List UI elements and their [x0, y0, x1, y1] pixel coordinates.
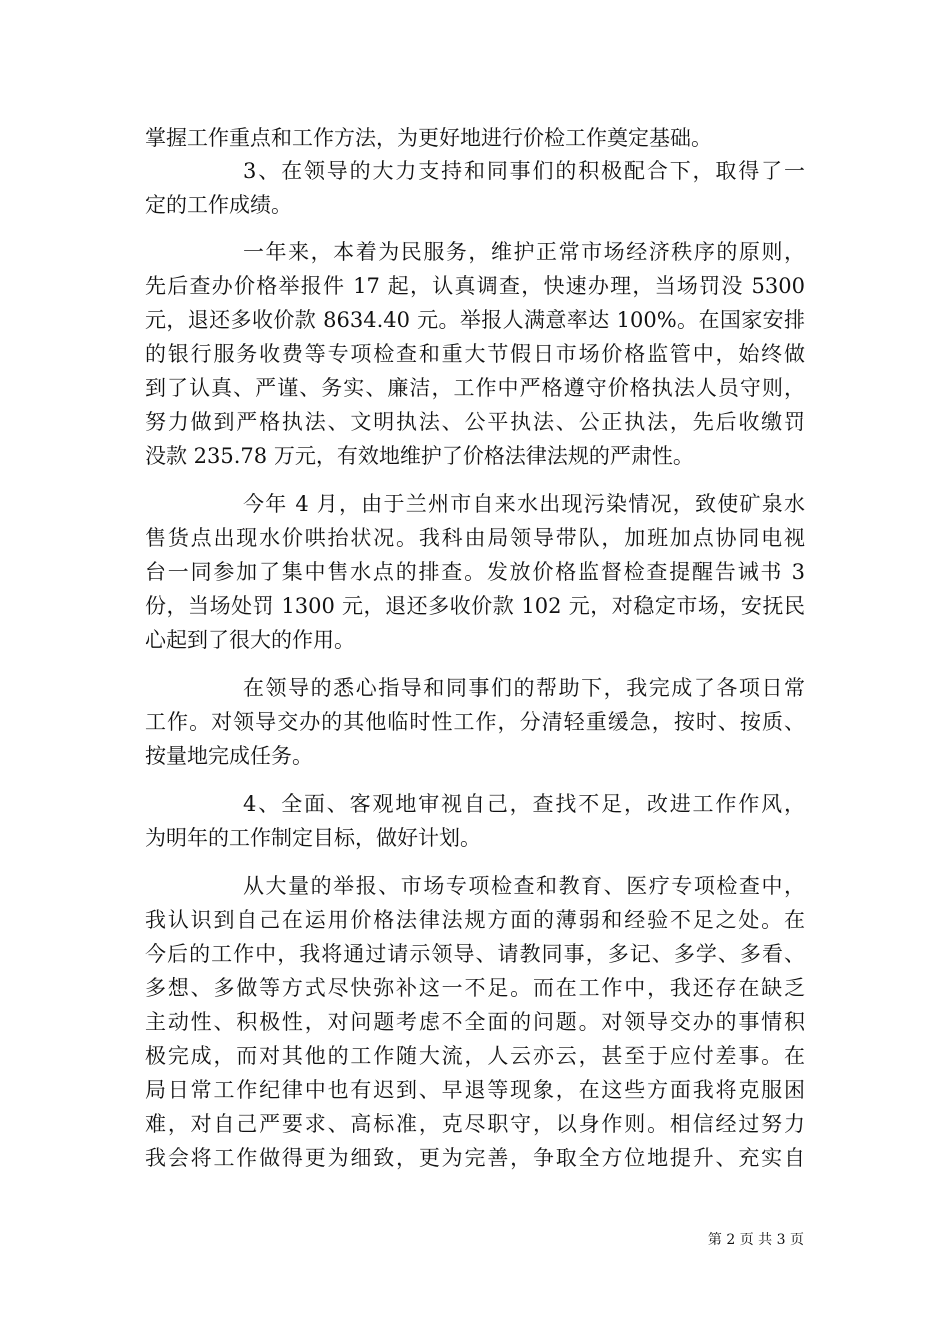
text-line: 一年来，本着为民服务，维护正常市场经济秩序的原则，	[243, 240, 805, 264]
text-line: 掌握工作重点和工作方法，为更好地进行价检工作奠定基础。	[145, 126, 712, 150]
text-line: 4、全面、客观地审视自己，查找不足，改进工作作风，	[243, 792, 805, 816]
text-line: 到了认真、严谨、务实、廉洁，工作中严格遵守价格执法人员守则，	[145, 376, 805, 400]
text-line: 努力做到严格执法、文明执法、公平执法、公正执法，先后收缴罚	[145, 410, 805, 434]
text-line: 为明年的工作制定目标，做好计划。	[145, 826, 481, 850]
text-line: 难，对自己严要求、高标准，克尽职守，以身作则。相信经过努力	[145, 1112, 805, 1136]
text-line: 多想、多做等方式尽快弥补这一不足。而在工作中，我还存在缺乏	[145, 976, 805, 1000]
text-line: 份，当场处罚 1300 元，退还多收价款 102 元，对稳定市场，安抚民	[145, 594, 805, 618]
text-line: 元，退还多收价款 8634.40 元。举报人满意率达 100%。在国家安排	[145, 308, 805, 332]
text-line: 先后查办价格举报件 17 起，认真调查，快速办理，当场罚没 5300	[145, 274, 805, 298]
text-line: 主动性、积极性，对问题考虑不全面的问题。对领导交办的事情积	[145, 1010, 805, 1034]
text-line: 按量地完成任务。	[145, 744, 313, 768]
page-number-footer: 第 2 页 共 3 页	[707, 1232, 804, 1248]
text-line: 在领导的悉心指导和同事们的帮助下，我完成了各项日常	[243, 676, 805, 700]
text-line: 台一同参加了集中售水点的排查。发放价格监督检查提醒告诫书 3	[145, 560, 805, 584]
text-line: 没款 235.78 万元，有效地维护了价格法律法规的严肃性。	[145, 444, 694, 468]
text-line: 今后的工作中，我将通过请示领导、请教同事，多记、多学、多看、	[145, 942, 805, 966]
text-line: 的银行服务收费等专项检查和重大节假日市场价格监管中，始终做	[145, 342, 805, 366]
text-line: 定的工作成绩。	[145, 193, 292, 217]
text-line: 3、在领导的大力支持和同事们的积极配合下，取得了一	[243, 159, 805, 183]
text-line: 售货点出现水价哄抬状况。我科由局领导带队，加班加点协同电视	[145, 526, 805, 550]
text-line: 极完成，而对其他的工作随大流，人云亦云，甚至于应付差事。在	[145, 1044, 805, 1068]
text-line: 我会将工作做得更为细致，更为完善，争取全方位地提升、充实自	[145, 1146, 805, 1170]
text-line: 今年 4 月，由于兰州市自来水出现污染情况，致使矿泉水	[243, 492, 805, 516]
text-line: 局日常工作纪律中也有迟到、早退等现象，在这些方面我将克服困	[145, 1078, 805, 1102]
text-line: 从大量的举报、市场专项检查和教育、医疗专项检查中，	[243, 874, 805, 898]
text-line: 工作。对领导交办的其他临时性工作，分清轻重缓急，按时、按质、	[145, 710, 805, 734]
text-line: 我认识到自己在运用价格法律法规方面的薄弱和经验不足之处。在	[145, 908, 805, 932]
text-line: 心起到了很大的作用。	[145, 628, 355, 652]
